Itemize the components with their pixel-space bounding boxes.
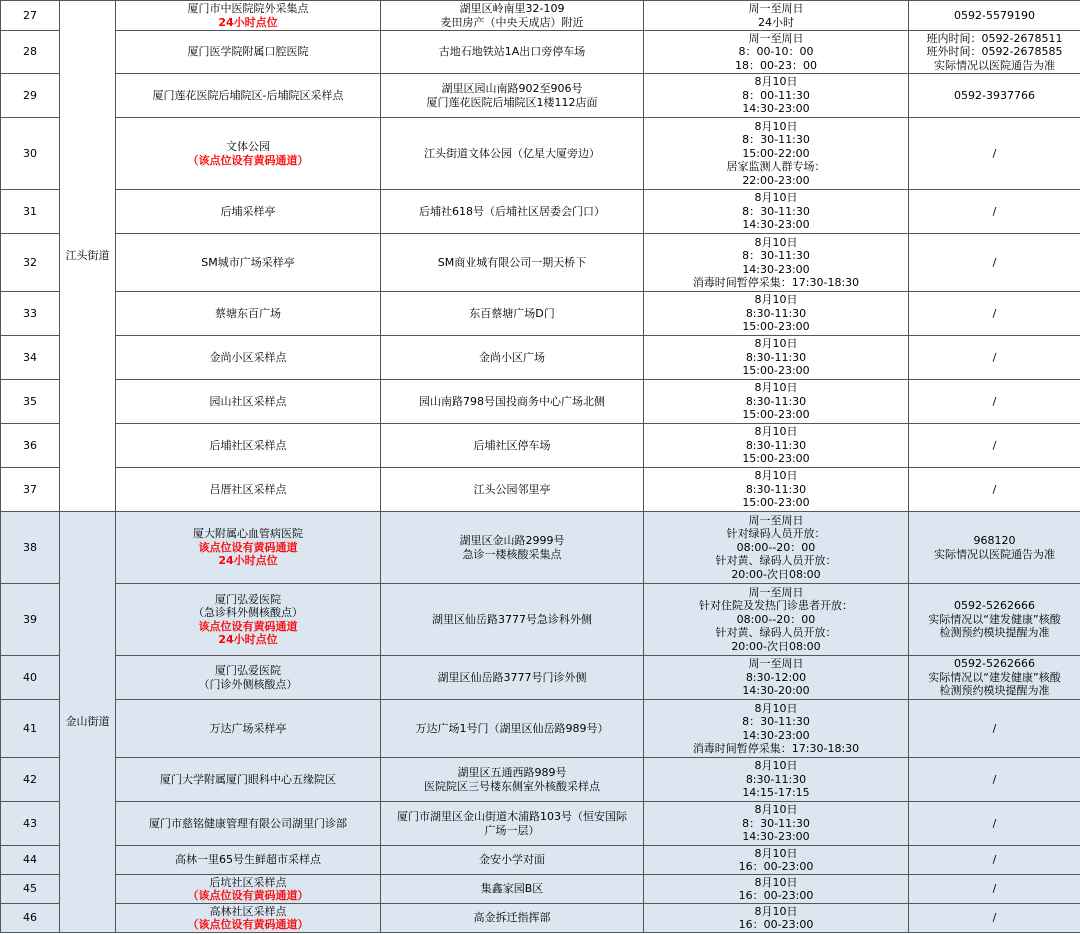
row-number: 41 <box>1 700 60 758</box>
site-name <box>116 74 381 118</box>
service-hours <box>644 468 909 512</box>
site-name <box>116 758 381 802</box>
contact-phone <box>909 512 1080 584</box>
site-address <box>381 758 644 802</box>
table-row <box>1 31 1080 74</box>
row-number: 30 <box>1 118 60 190</box>
phone-line: / <box>992 146 997 160</box>
site-name <box>116 512 381 584</box>
address-line: 金尚小区广场 <box>479 350 545 364</box>
phone-line: / <box>992 255 997 269</box>
hours-line: 8月10日 <box>754 119 798 133</box>
row-number: 32 <box>1 234 60 292</box>
hours-line: 14:30-20:00 <box>742 684 810 698</box>
hours-line: 16：00-23:00 <box>738 889 814 902</box>
hours-line: 14:30-23:00 <box>742 218 810 232</box>
phone-line: 检测预约模块提醒为准 <box>939 684 1050 698</box>
site-name-line: 厦门莲花医院后埔院区-后埔院区采样点 <box>152 88 344 102</box>
phone-line: / <box>992 306 997 320</box>
row-number: 45 <box>1 875 60 904</box>
row-number: 38 <box>1 512 60 584</box>
address-line: 后埔社区停车场 <box>473 438 551 452</box>
phone-line: 实际情况以医院通告为准 <box>934 58 1055 72</box>
row-number: 27 <box>1 1 60 31</box>
site-note: 24小时点位 <box>218 15 278 29</box>
site-address <box>381 74 644 118</box>
table-row <box>1 512 1080 584</box>
site-name <box>116 424 381 468</box>
hours-line: 8月10日 <box>754 191 798 205</box>
hours-line: 8：30-11:30 <box>742 133 810 147</box>
table-row <box>1 190 1080 234</box>
site-name-line: 万达广场采样亭 <box>209 721 287 735</box>
site-name-line: 厦门弘爱医院 <box>215 592 281 606</box>
service-hours <box>644 118 909 190</box>
hours-line: 18：00-23：00 <box>735 58 817 72</box>
hours-line: 15:00-23:00 <box>742 320 810 334</box>
phone-line: / <box>992 350 997 364</box>
table-row <box>1 904 1080 933</box>
hours-line: 8月10日 <box>754 701 798 715</box>
service-hours <box>644 875 909 904</box>
service-hours <box>644 31 909 74</box>
site-name-line: 金尚小区采样点 <box>209 350 287 364</box>
site-name <box>116 380 381 424</box>
hours-line: 20:00-次日08:00 <box>731 639 821 653</box>
contact-phone <box>909 656 1080 700</box>
phone-line: 0592-5262666 <box>954 599 1035 613</box>
address-line: 万达广场1号门（湖里区仙岳路989号） <box>415 721 609 735</box>
contact-phone <box>909 234 1080 292</box>
hours-line: 8月10日 <box>754 846 798 860</box>
phone-line: 班内时间：0592-2678511 <box>926 31 1063 45</box>
hours-line: 22:00-23:00 <box>742 173 810 187</box>
hours-line: 14:30-23:00 <box>742 102 810 116</box>
hours-line: 8：00-11:30 <box>742 88 810 102</box>
row-number: 31 <box>1 190 60 234</box>
address-line: 厦门莲花医院后埔院区1楼112店面 <box>426 95 598 109</box>
table-row <box>1 758 1080 802</box>
table-row <box>1 380 1080 424</box>
service-hours <box>644 512 909 584</box>
row-number: 29 <box>1 74 60 118</box>
address-line: 急诊一楼核酸采集点 <box>462 547 562 561</box>
row-number: 42 <box>1 758 60 802</box>
contact-phone <box>909 1 1080 31</box>
hours-line: 14:30-23:00 <box>742 830 810 844</box>
site-name <box>116 190 381 234</box>
contact-phone <box>909 336 1080 380</box>
hours-line: 8月10日 <box>754 75 798 89</box>
hours-line: 15:00-23:00 <box>742 496 810 510</box>
phone-line: / <box>992 882 997 896</box>
service-hours <box>644 292 909 336</box>
contact-phone <box>909 758 1080 802</box>
hours-line: 8:30-11:30 <box>745 394 807 408</box>
site-address <box>381 234 644 292</box>
phone-line: / <box>992 816 997 830</box>
site-address <box>381 1 644 31</box>
hours-line: 8：30-11:30 <box>742 249 810 262</box>
address-line: 东百蔡塘广场D门 <box>469 306 555 320</box>
hours-line: 16：00-23:00 <box>738 860 814 873</box>
site-name <box>116 802 381 846</box>
site-address <box>381 468 644 512</box>
contact-phone <box>909 118 1080 190</box>
address-line: 湖里区仙岳路3777号急诊科外侧 <box>432 612 592 626</box>
phone-line: 检测预约模块提醒为准 <box>939 626 1050 640</box>
site-name <box>116 234 381 292</box>
phone-line: 0592-5262666 <box>954 657 1035 671</box>
address-line: 厦门市湖里区金山街道木浦路103号（恒安国际 <box>397 810 627 823</box>
site-name-line: 厦大附属心血管病医院 <box>193 527 303 541</box>
contact-phone <box>909 802 1080 846</box>
hours-line: 8月10日 <box>754 381 798 395</box>
hours-line: 8:30-11:30 <box>745 772 807 786</box>
hours-line: 8:30-11:30 <box>745 350 807 364</box>
row-number: 46 <box>1 904 60 933</box>
table-row <box>1 584 1080 656</box>
site-name-line: 厦门弘爱医院 <box>215 664 281 677</box>
table-row <box>1 118 1080 190</box>
phone-line: 0592-3937766 <box>954 88 1035 102</box>
row-number: 39 <box>1 584 60 656</box>
site-name-line: 厦门医学院附属口腔医院 <box>187 45 309 59</box>
site-address <box>381 584 644 656</box>
table-row <box>1 700 1080 758</box>
phone-line: / <box>992 721 997 735</box>
site-name-line: 蔡塘东百广场 <box>215 306 281 320</box>
contact-phone <box>909 74 1080 118</box>
table-row <box>1 336 1080 380</box>
site-note: 该点位设有黄码通道 <box>198 540 298 554</box>
address-line: 医院院区三号楼东侧室外核酸采样点 <box>424 779 600 793</box>
phone-line: 实际情况以“建发健康”核酸 <box>928 612 1061 626</box>
site-address <box>381 336 644 380</box>
hours-line: 8月10日 <box>754 337 798 351</box>
service-hours <box>644 700 909 758</box>
site-note: （该点位设有黄码通道） <box>187 918 309 931</box>
row-number: 28 <box>1 31 60 74</box>
table-row <box>1 846 1080 875</box>
site-address <box>381 31 644 74</box>
site-name <box>116 846 381 875</box>
row-number: 37 <box>1 468 60 512</box>
hours-line: 针对黄、绿码人员开放： <box>715 554 837 568</box>
site-address <box>381 424 644 468</box>
table-body <box>1 1 1080 933</box>
service-hours <box>644 190 909 234</box>
service-hours <box>644 1 909 31</box>
site-address <box>381 846 644 875</box>
site-name-line: 厦门市慈铭健康管理有限公司湖里门诊部 <box>149 816 347 830</box>
site-note: （该点位设有黄码通道） <box>187 889 309 902</box>
phone-line: / <box>992 482 997 496</box>
site-name <box>116 656 381 700</box>
address-line: 后埔社618号（后埔社区居委会门口） <box>419 204 605 218</box>
site-name-line: 高林社区采样点 <box>209 904 287 918</box>
site-address <box>381 512 644 584</box>
hours-line: 8月10日 <box>754 425 798 439</box>
table-row <box>1 802 1080 846</box>
hours-line: 15:00-23:00 <box>742 408 810 422</box>
site-name-line: 后埔采样亭 <box>220 204 276 218</box>
phone-line: 968120 <box>973 534 1016 547</box>
district-cell: 金山街道 <box>60 512 116 933</box>
hours-line: 8：00-10：00 <box>738 45 814 59</box>
address-line: 江头街道文体公园（亿星大厦旁边） <box>424 146 600 160</box>
hours-line: 8月10日 <box>754 759 798 773</box>
address-line: 麦田房产（中央天成店）附近 <box>440 15 584 29</box>
phone-line: / <box>992 853 997 867</box>
site-name <box>116 31 381 74</box>
district-cell: 江头街道 <box>60 1 116 512</box>
address-line: SM商业城有限公司一期天桥下 <box>437 255 587 269</box>
site-address <box>381 700 644 758</box>
contact-phone <box>909 468 1080 512</box>
hours-line: 周一至周日 <box>748 585 804 599</box>
hours-line: 8:30-11:30 <box>745 306 807 320</box>
phone-line: / <box>992 204 997 218</box>
service-hours <box>644 424 909 468</box>
hours-line: 8：30-11:30 <box>742 204 810 218</box>
service-hours <box>644 234 909 292</box>
hours-line: 8月10日 <box>754 904 798 918</box>
address-line: 江头公园邻里亭 <box>473 482 551 496</box>
site-address <box>381 656 644 700</box>
phone-line: 实际情况以“建发健康”核酸 <box>928 670 1061 684</box>
hours-line: 8:30-11:30 <box>745 482 807 496</box>
site-address <box>381 118 644 190</box>
service-hours <box>644 846 909 875</box>
site-address <box>381 904 644 933</box>
site-address <box>381 875 644 904</box>
address-line: 金安小学对面 <box>479 853 545 867</box>
service-hours <box>644 380 909 424</box>
service-hours <box>644 584 909 656</box>
hours-line: 消毒时间暂停采集：17:30-18:30 <box>692 742 860 755</box>
table-row <box>1 468 1080 512</box>
hours-line: 15:00-22:00 <box>742 146 810 160</box>
address-line: 集鑫家园B区 <box>480 882 544 896</box>
hours-line: 08:00--20：00 <box>736 540 816 554</box>
row-number: 40 <box>1 656 60 700</box>
hours-line: 8月10日 <box>754 235 798 249</box>
phone-line: 0592-5579190 <box>954 8 1035 22</box>
hours-line: 8月10日 <box>754 803 798 817</box>
hours-line: 15:00-23:00 <box>742 452 810 466</box>
service-hours <box>644 656 909 700</box>
row-number: 33 <box>1 292 60 336</box>
address-line: 高金拆迁指挥部 <box>473 911 551 925</box>
site-name-line: 文体公园 <box>226 140 270 153</box>
hours-line: 针对黄、绿码人员开放： <box>715 626 837 640</box>
site-name <box>116 700 381 758</box>
row-number: 34 <box>1 336 60 380</box>
address-line: 湖里区岭南里32-109 <box>459 2 565 15</box>
hours-line: 08:00--20：00 <box>736 612 816 626</box>
contact-phone <box>909 31 1080 74</box>
address-line: 湖里区仙岳路3777号门诊外侧 <box>437 670 587 684</box>
table-row <box>1 656 1080 700</box>
address-line: 湖里区金山路2999号 <box>459 534 565 547</box>
site-name <box>116 336 381 380</box>
contact-phone <box>909 700 1080 758</box>
hours-line: 20:00-次日08:00 <box>731 567 821 581</box>
hours-line: 周一至周日 <box>748 657 804 671</box>
contact-phone <box>909 190 1080 234</box>
address-line: 古地石地铁站1A出口旁停车场 <box>438 45 586 59</box>
site-name <box>116 904 381 933</box>
hours-line: 8月10日 <box>754 875 798 889</box>
address-line: 湖里区园山南路902至906号 <box>441 82 583 95</box>
contact-phone <box>909 380 1080 424</box>
site-name <box>116 1 381 31</box>
site-address <box>381 190 644 234</box>
site-name <box>116 875 381 904</box>
hours-line: 8:30-12:00 <box>745 670 807 684</box>
hours-line: 14:30-23:00 <box>742 728 810 742</box>
service-hours <box>644 904 909 933</box>
service-hours <box>644 336 909 380</box>
service-hours <box>644 758 909 802</box>
hours-line: 8月10日 <box>754 469 798 483</box>
hours-line: 8:30-11:30 <box>745 438 807 452</box>
hours-line: 周一至周日 <box>748 2 804 15</box>
address-line: 湖里区五通西路989号 <box>457 766 567 779</box>
contact-phone <box>909 292 1080 336</box>
hours-line: 8月10日 <box>754 293 798 307</box>
address-line: 广场一层） <box>484 823 540 837</box>
phone-line: 班外时间：0592-2678585 <box>926 45 1063 59</box>
address-line: 园山南路798号国投商务中心广场北侧 <box>419 394 605 408</box>
site-note: 该点位设有黄码通道 <box>198 619 298 633</box>
site-name-line: 高林一里65号生鲜超市采样点 <box>175 853 321 867</box>
table-row <box>1 1 1080 31</box>
service-hours <box>644 802 909 846</box>
phone-line: 实际情况以医院通告为准 <box>934 547 1055 561</box>
hours-line: 针对绿码人员开放： <box>726 527 826 541</box>
row-number: 43 <box>1 802 60 846</box>
table-row <box>1 424 1080 468</box>
site-address <box>381 802 644 846</box>
table-row <box>1 74 1080 118</box>
site-name-line: （急诊科外侧核酸点） <box>193 606 303 619</box>
row-number: 44 <box>1 846 60 875</box>
hours-line: 针对住院及发热门诊患者开放： <box>699 599 853 613</box>
contact-phone <box>909 846 1080 875</box>
hours-line: 居家监测人群专场： <box>726 160 826 174</box>
site-note: 24小时点位 <box>218 554 278 568</box>
phone-line: / <box>992 438 997 452</box>
site-note: （该点位设有黄码通道） <box>187 153 309 167</box>
contact-phone <box>909 875 1080 904</box>
site-name <box>116 468 381 512</box>
site-name-line: （门诊外侧核酸点） <box>198 677 298 691</box>
site-note: 24小时点位 <box>218 633 278 646</box>
hours-line: 14:15-17:15 <box>742 786 810 800</box>
service-hours <box>644 74 909 118</box>
table-row <box>1 234 1080 292</box>
table-row <box>1 292 1080 336</box>
site-name-line: 厦门大学附属厦门眼科中心五缘院区 <box>160 772 336 786</box>
contact-phone <box>909 904 1080 933</box>
site-name-line: 吕厝社区采样点 <box>209 482 287 496</box>
site-name-line: 后埔社区采样点 <box>209 438 287 452</box>
site-name-line: 园山社区采样点 <box>209 394 287 408</box>
contact-phone <box>909 424 1080 468</box>
row-number: 35 <box>1 380 60 424</box>
phone-line: / <box>992 394 997 408</box>
site-name-line: 后坑社区采样点 <box>209 875 287 889</box>
phone-line: / <box>992 772 997 786</box>
site-name-line: 厦门市中医院院外采集点 <box>187 2 309 15</box>
row-number: 36 <box>1 424 60 468</box>
hours-line: 15:00-23:00 <box>742 364 810 378</box>
site-address <box>381 292 644 336</box>
hours-line: 16：00-23:00 <box>738 918 814 931</box>
phone-line: / <box>992 911 997 925</box>
hours-line: 周一至周日 <box>748 31 804 45</box>
site-name <box>116 118 381 190</box>
hours-line: 周一至周日 <box>748 513 804 527</box>
hours-line: 24小时 <box>758 15 794 29</box>
hours-line: 8：30-11:30 <box>742 816 810 830</box>
site-name <box>116 584 381 656</box>
site-name <box>116 292 381 336</box>
hours-line: 消毒时间暂停采集：17:30-18:30 <box>692 276 860 289</box>
hours-line: 8：30-11:30 <box>742 715 810 728</box>
site-address <box>381 380 644 424</box>
hours-line: 14:30-23:00 <box>742 262 810 276</box>
contact-phone <box>909 584 1080 656</box>
table-row <box>1 875 1080 904</box>
site-name-line: SM城市广场采样亭 <box>201 255 295 269</box>
